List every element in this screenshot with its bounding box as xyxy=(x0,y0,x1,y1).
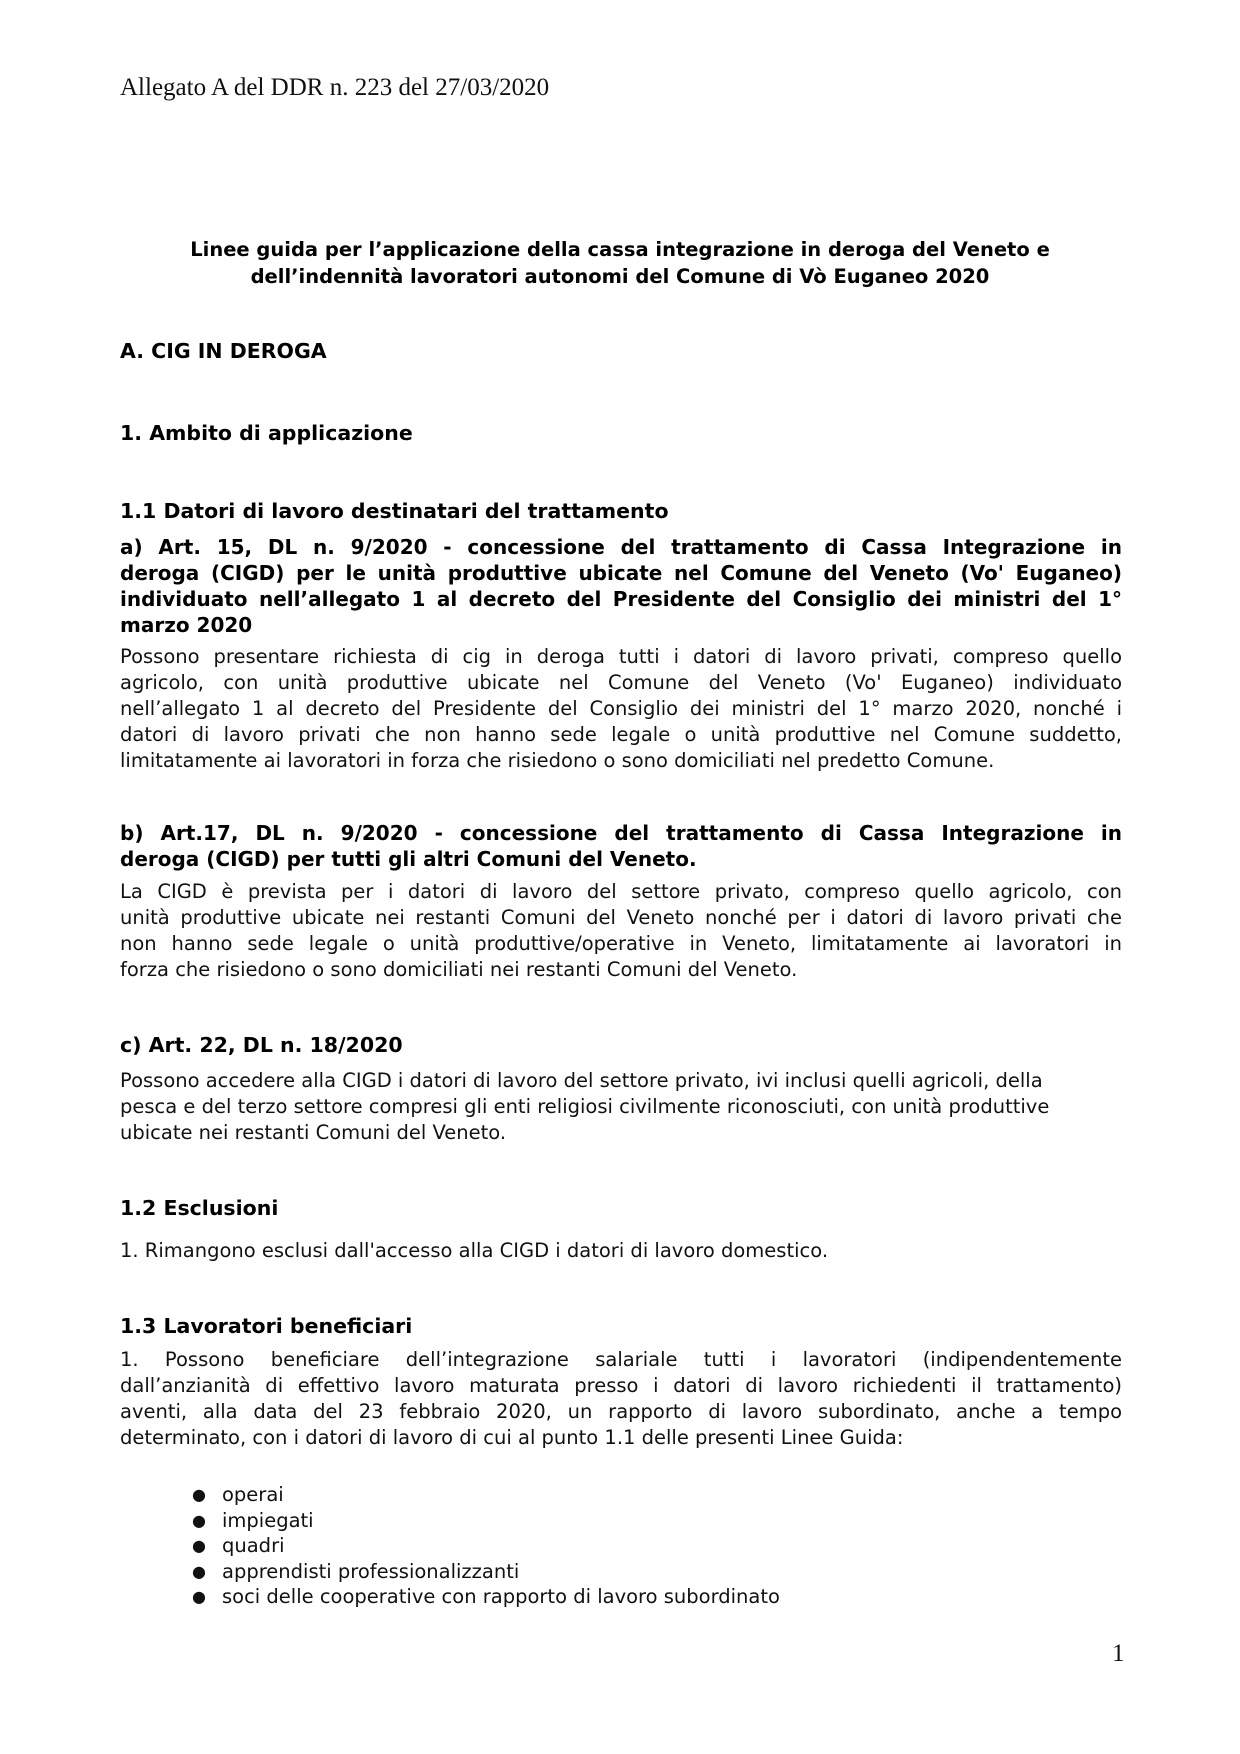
bullet-icon: ● xyxy=(192,1587,206,1606)
worker-category-list xyxy=(192,1482,780,1610)
art-b-heading-line: b) Art.17, DL n. 9/2020 - concessione del trattamento di Cassa Integrazione in xyxy=(120,821,1122,845)
art-a-paragraph xyxy=(120,644,1122,774)
paragraph-line: Possono accedere alla CIGD i datori di lavoro del settore privato, ivi inclusi quelli agricoli, della xyxy=(120,1069,1043,1092)
art-b-heading xyxy=(120,820,1122,872)
list-item-label: impiegati xyxy=(222,1508,314,1532)
art-a-heading-line: deroga (CIGD) per le unità produttive ubicate nel Comune del Veneto (Vo' Euganeo) xyxy=(120,561,1122,585)
art-b-heading-line: deroga (CIGD) per tutti gli altri Comuni del Veneto. xyxy=(120,847,697,871)
section-1-heading: 1. Ambito di applicazione xyxy=(120,421,413,445)
list-item-label: operai xyxy=(222,1483,284,1506)
paragraph-line: determinato, con i datori di lavoro di cui al punto 1.1 delle presenti Linee Guida: xyxy=(120,1426,904,1449)
attachment-header: Allegato A del DDR n. 223 del 27/03/2020 xyxy=(120,74,550,101)
bullet-icon: ● xyxy=(192,1510,206,1530)
section-1-2-heading: 1.2 Esclusioni xyxy=(120,1196,279,1220)
list-item xyxy=(192,1584,780,1610)
art-c-paragraph xyxy=(120,1068,1122,1146)
esclusioni-paragraph: 1. Rimangono esclusi dall'accesso alla CIGD i datori di lavoro domestico. xyxy=(120,1239,829,1262)
list-item-label: quadri xyxy=(222,1534,285,1557)
art-a-heading-line: a) Art. 15, DL n. 9/2020 - concessione del trattamento di Cassa Integrazione in xyxy=(120,535,1122,559)
paragraph-line: dall’anzianità di effettivo lavoro maturata presso i datori di lavoro richiedenti il trattamento) xyxy=(120,1374,1122,1397)
bullet-icon: ● xyxy=(192,1536,206,1555)
paragraph-line: non hanno sede legale o unità produttive/operative in Veneto, limitatamente ai lavoratori in xyxy=(120,932,1122,955)
paragraph-line: forza che risiedono o sono domiciliati nei restanti Comuni del Veneto. xyxy=(120,958,798,981)
paragraph-line: unità produttive ubicate nei restanti Comuni del Veneto nonché per i datori di lavoro privati che xyxy=(120,906,1122,929)
art-a-heading-line: marzo 2020 xyxy=(120,613,253,637)
art-a-heading-line: individuato nell’allegato 1 al decreto del Presidente del Consiglio dei ministri del 1° xyxy=(120,587,1122,611)
list-item-label: soci delle cooperative con rapporto di lavoro subordinato xyxy=(222,1585,780,1608)
list-item xyxy=(192,1559,780,1585)
title-line: dell’indennità lavoratori autonomi del Comune di Vò Euganeo 2020 xyxy=(250,265,990,288)
list-item xyxy=(192,1508,780,1534)
paragraph-line: ubicate nei restanti Comuni del Veneto. xyxy=(120,1121,507,1144)
paragraph-line: nell’allegato 1 al decreto del Presidente del Consiglio dei ministri del 1° marzo 2020, nonché i xyxy=(120,697,1122,720)
section-1-1-heading: 1.1 Datori di lavoro destinatari del trattamento xyxy=(120,499,669,523)
title-line: Linee guida per l’applicazione della cassa integrazione in deroga del Veneto e xyxy=(190,238,1050,261)
paragraph-line: aventi, alla data del 23 febbraio 2020, un rapporto di lavoro subordinato, anche a tempo xyxy=(120,1400,1122,1423)
beneficiari-paragraph xyxy=(120,1347,1122,1451)
page-number: 1 xyxy=(1112,1640,1125,1667)
paragraph-line: agricolo, con unità produttive ubicate nel Comune del Veneto (Vo' Euganeo) individuato xyxy=(120,671,1122,694)
paragraph-line: datori di lavoro privati che non hanno sede legale o unità produttive nel Comune suddetto, xyxy=(120,723,1122,746)
list-item xyxy=(192,1533,780,1559)
bullet-icon: ● xyxy=(192,1561,206,1581)
art-b-paragraph xyxy=(120,879,1122,983)
art-a-heading xyxy=(120,534,1122,638)
paragraph-line: La CIGD è prevista per i datori di lavoro del settore privato, compreso quello agricolo, con xyxy=(120,880,1122,903)
list-item xyxy=(192,1482,780,1508)
paragraph-line: pesca e del terzo settore compresi gli enti religiosi civilmente riconosciuti, con unità produttive xyxy=(120,1095,1050,1118)
list-item-label: apprendisti professionalizzanti xyxy=(222,1559,520,1583)
paragraph-line: Possono presentare richiesta di cig in deroga tutti i datori di lavoro privati, compreso quello xyxy=(120,645,1122,668)
section-1-3-heading: 1.3 Lavoratori beneficiari xyxy=(120,1314,413,1338)
paragraph-line: 1. Possono beneficiare dell’integrazione salariale tutti i lavoratori (indipendentemente xyxy=(120,1348,1122,1371)
document-title xyxy=(120,236,1120,290)
art-c-heading: c) Art. 22, DL n. 18/2020 xyxy=(120,1033,403,1057)
bullet-icon: ● xyxy=(192,1485,206,1504)
section-a-heading: A. CIG IN DEROGA xyxy=(120,339,327,363)
paragraph-line: limitatamente ai lavoratori in forza che risiedono o sono domiciliati nel predetto Comune. xyxy=(120,749,995,772)
